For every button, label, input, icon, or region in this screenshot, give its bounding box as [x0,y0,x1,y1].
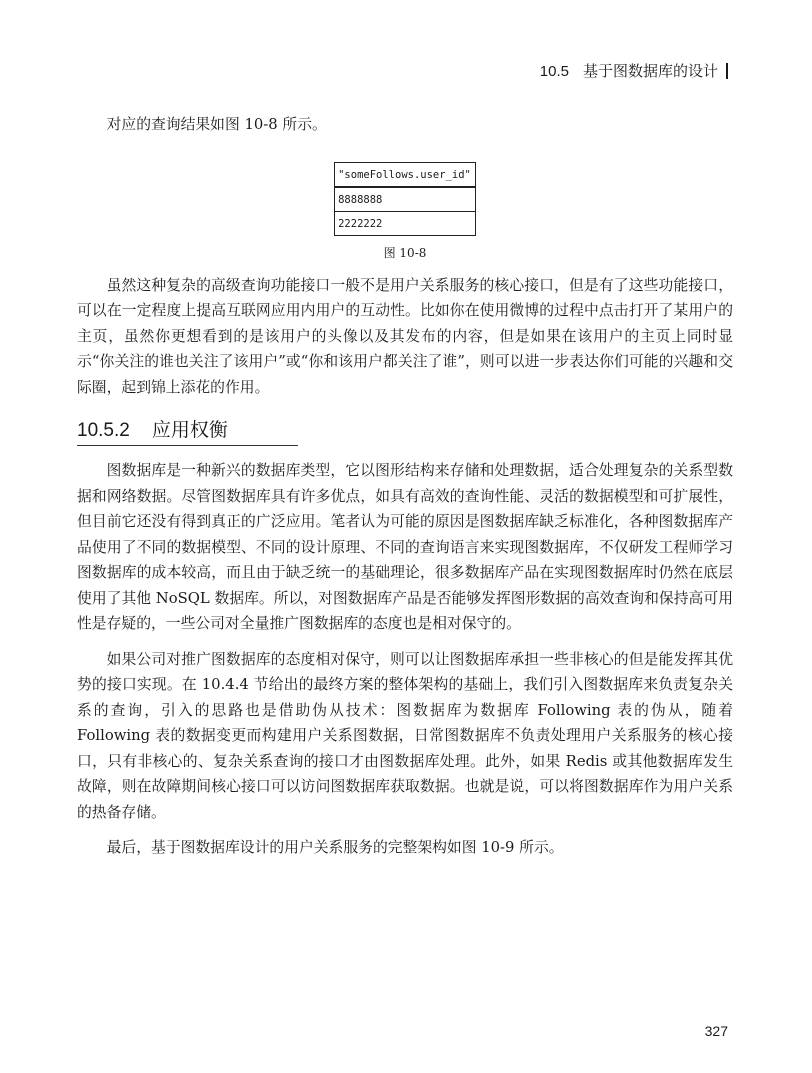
figure-caption: 图 10-8 [383,245,427,260]
table-cell: 2222222 [335,211,476,235]
section-title: 应用权衡 [151,420,228,441]
table-header-cell: "someFollows.user_id" [335,162,476,187]
paragraph-3: 如果公司对推广图数据库的态度相对保守，则可以让图数据库承担一些非核心的但是能发挥其优势的接口实现。在 10.4.4 节给出的最终方案的整体架构的基础上，我们引入图数据库来负责复杂关系的查询，引入的思路也是借助伪从技术：图数据库为数据库 Following 表的伪从，随着 Following 表的数据变更而构建用户关系图数据，日常图数据库不负责处理用户关系服务的核心接口，只有非核心的、复杂关系查询的接口才由图数据库处理。此外，如果 Redis 或其他数据库发生故障，则在故障期间核心接口可以访问图数据库获取数据。也就是说，可以将图数据库作为用户关系的热备存储。 [77,650,733,821]
header-divider-bar [726,63,728,79]
page-number: 327 [704,1023,728,1039]
page-content [77,112,733,861]
table-row [335,187,476,212]
intro-paragraph: 对应的查询结果如图 10-8 所示。 [106,116,327,133]
table-row [335,211,476,235]
table-cell: 8888888 [335,187,476,212]
header-section-title: 基于图数据库的设计 [582,63,718,80]
paragraph-1: 虽然这种复杂的高级查询功能接口一般不是用户关系服务的核心接口，但是有了这些功能接口，可以在一定程度上提高互联网应用内用户的互动性。比如你在使用微博的过程中点击打开了某用户的主页，虽然你更想看到的是该用户的头像以及其发布的内容，但是如果在该用户的主页上同时显示“你关注的谁也关注了该用户”或“你和该用户都关注了谁”，则可以进一步表达你们可能的兴趣和交际圈，起到锦上添花的作用。 [77,276,733,396]
running-header [540,60,728,81]
query-result-table [334,162,476,236]
paragraph-4: 最后，基于图数据库设计的用户关系服务的完整架构如图 10-9 所示。 [106,839,564,856]
paragraph-2: 图数据库是一种新兴的数据库类型，它以图形结构来存储和处理数据，适合处理复杂的关系型数据和网络数据。尽管图数据库具有许多优点，如具有高效的查询性能、灵活的数据模型和可扩展性，但目前它还没有得到真正的广泛应用。笔者认为可能的原因是图数据库缺乏标准化，各种图数据库产品使用了不同的数据模型、不同的设计原理、不同的查询语言来实现图数据库，不仅研发工程师学习图数据库的成本较高，而且由于缺乏统一的基础理论，很多数据库产品在实现图数据库时仍然在底层使用了其他 NoSQL 数据库。所以，对图数据库产品是否能够发挥图形数据的高效查询和保持高可用性是存疑的，一些公司对全量推广图数据库的态度也是相对保守的。 [77,462,733,632]
header-section-number: 10.5 [539,63,569,80]
section-number: 10.5.2 [77,420,130,441]
section-heading [77,415,298,446]
